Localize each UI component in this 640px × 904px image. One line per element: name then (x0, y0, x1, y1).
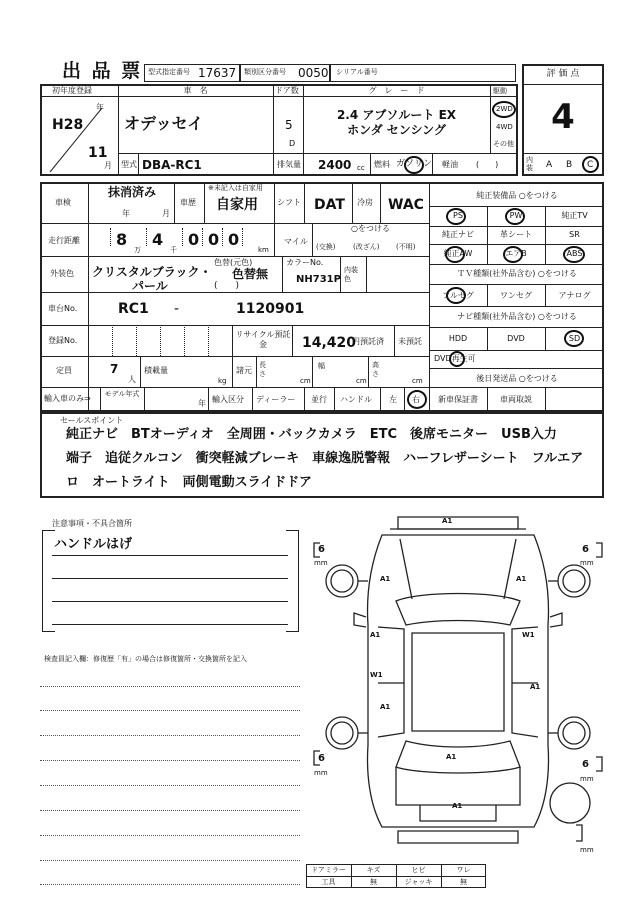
navi-title: ナビ種類(社外品含む) ○をつける (457, 312, 577, 321)
year-era: H28 (52, 117, 84, 133)
equip-airbag: エアB (505, 249, 527, 258)
color-value-line2: パール (132, 279, 168, 293)
equip-ps-circle (446, 208, 466, 225)
mileage-exchange: (交換) (316, 243, 336, 251)
fuel-gasoline-circle (404, 156, 424, 174)
navi-sd: SD (568, 334, 581, 343)
mark-trunk: A1 (446, 753, 457, 761)
model-code-label: 型式指定番号 (148, 68, 190, 76)
equip-navi: 純正ナビ (442, 230, 474, 239)
sales-points-line3: ロ オートライト 両側電動スライドドア (66, 475, 312, 490)
tread-front-left: 6 (318, 544, 325, 555)
mark-front-left-fender: A1 (380, 575, 391, 583)
equip-tv: 純正TV (561, 211, 588, 220)
fuel-label: 燃料 (374, 160, 390, 169)
dealer-label: ディーラー (256, 395, 296, 404)
car-name-value: オデッセイ (124, 114, 204, 133)
tread-rear-left: 6 (318, 753, 325, 764)
tread-front-right: 6 (582, 544, 589, 555)
footer-value-tools: 工具 (321, 878, 336, 886)
year-suffix: 年 (96, 103, 104, 112)
shift-label: シフト (277, 198, 301, 207)
serial-label: シリアル番号 (336, 68, 378, 76)
model-year-unit: 年 (198, 399, 206, 408)
right-label: 右 (412, 395, 420, 404)
recycle-value: 14,420 (302, 335, 357, 351)
equip-pw: PW (509, 211, 523, 220)
interior-color-label: 内装色 (344, 266, 358, 283)
mileage-digit-3: 0 (188, 230, 200, 249)
drive-4wd: 4WD (496, 123, 513, 131)
recycle-label: リサイクル預託金 (235, 330, 291, 349)
doors-label: ドア数 (275, 86, 299, 95)
fuel-value: ガソリン (396, 159, 433, 169)
dvd-playable: DVD再生可 (434, 354, 476, 363)
type-label: 型式 (121, 160, 137, 169)
right-handle-circle (407, 390, 427, 409)
interior-c-circle (582, 156, 599, 173)
mile-label: マイル (284, 237, 308, 246)
month-suffix: 月 (104, 161, 112, 170)
tv-title: ＴＶ種類(社外品含む) ○をつける (457, 269, 577, 278)
sales-points-label: セールスポイント (60, 416, 124, 425)
mileage-sen-unit: 千 (170, 246, 177, 254)
length-unit: cm (300, 377, 311, 385)
color-change-value: 色替無 (232, 267, 269, 281)
grade-line2: ホンダ センシング (347, 123, 446, 137)
chassis-label: 車台No. (48, 304, 78, 313)
equip-sr: SR (569, 230, 580, 239)
tread-spare-unit: mm (580, 846, 594, 854)
shaken-label: 車検 (55, 198, 71, 207)
shaken-month-unit: 月 (162, 209, 170, 218)
equip-ps: PS (453, 211, 463, 220)
diesel-label: 軽油 (442, 160, 458, 169)
displacement-label: 排気量 (277, 160, 301, 169)
mileage-modified: (改ざん) (353, 243, 380, 251)
class-code-value: 0050 (298, 66, 329, 80)
mark-right-front-door: W1 (522, 631, 535, 639)
score-value: 4 (551, 97, 575, 137)
footer-header-crack: ヒビ (411, 866, 426, 874)
height-unit: cm (412, 377, 423, 385)
footer-value-tools-status: 無 (370, 878, 377, 886)
interior-label: 内装 (526, 156, 533, 172)
capacity-label: 定員 (56, 366, 72, 375)
handle-label: ハンドル (340, 395, 372, 404)
color-value-line1: クリスタルブラック・ (92, 265, 212, 279)
model-code-value: 17637 (198, 66, 237, 80)
mileage-circle-note: ○をつける (351, 224, 390, 233)
mark-left-front-door: A1 (370, 631, 381, 639)
length-label: 長さ (259, 361, 266, 378)
doors-unit: D (289, 139, 296, 148)
color-change-paren: ( ) (214, 281, 240, 291)
drive-2wd-circle (492, 101, 516, 118)
tread-rear-right: 6 (582, 759, 589, 770)
score-label: 評 価 点 (546, 69, 580, 79)
mileage-unknown: (不明) (396, 243, 416, 251)
notes-label: 注意事項・不具合箇所 (52, 519, 132, 528)
navi-sd-circle (564, 330, 584, 347)
tv-fullseg-circle (446, 287, 466, 304)
parallel-label: 並行 (311, 395, 327, 404)
fuel-paren: ( ) (476, 160, 499, 169)
mark-left-rear-door: W1 (370, 671, 383, 679)
import-type-label: 輸入区分 (212, 395, 244, 404)
mileage-digit-1: 8 (116, 230, 128, 249)
inspector-label: 検査員記入欄：修復歴「有」の場合は修復箇所・交換箇所を記入 (44, 655, 247, 663)
tread-front-right-unit: mm (580, 559, 594, 567)
recycle-unpaid: 未預託 (398, 337, 422, 346)
chassis-dash: - (174, 301, 180, 317)
equip-leather: 革シート (500, 230, 532, 239)
tread-rear-right-unit: mm (580, 775, 594, 783)
mark-front-bumper: A1 (442, 517, 453, 525)
color-code-label: カラーNo. (286, 258, 324, 267)
capacity-unit: 人 (128, 375, 136, 384)
color-code-value: NH731P (296, 274, 341, 285)
navi-dvd: DVD (507, 334, 525, 343)
footer-header-mirror: ドアミラー (311, 866, 346, 874)
notes-right-bracket (286, 530, 299, 632)
later-manual: 車両取説 (500, 395, 532, 404)
mileage-km-unit: km (258, 246, 269, 254)
footer-value-jack: ジャッキ (404, 878, 433, 886)
drive-other: その他 (493, 140, 514, 148)
left-label: 左 (389, 395, 397, 404)
equip-pw-circle (505, 208, 525, 225)
load-label: 積載量 (144, 366, 168, 375)
mileage-digit-2: 4 (152, 230, 164, 249)
tv-fullseg: フルセグ (442, 291, 474, 300)
grade-label: グ レ ー ド (368, 86, 425, 95)
history-value: 自家用 (216, 197, 258, 213)
tread-front-left-unit: mm (314, 559, 328, 567)
mark-left-quarter: A1 (380, 703, 391, 711)
later-title: 後日発送品 ○をつける (476, 374, 558, 383)
drive-label: 駆動 (493, 87, 507, 95)
equip-abs: ABS (566, 249, 583, 258)
tv-oneseg: ワンセグ (500, 291, 532, 300)
model-year-label: モデル年式 (104, 390, 140, 398)
notes-line1: ハンドルはげ (54, 537, 133, 552)
recycle-paid: 円預託済 (352, 337, 384, 346)
color-label: 外装色 (50, 269, 74, 278)
mileage-man-unit: 万 (134, 246, 141, 254)
navi-hdd: HDD (448, 334, 468, 343)
load-kg-unit: kg (218, 377, 227, 385)
class-code-label: 類別区分番号 (244, 68, 286, 76)
interior-grade-c: C (587, 160, 594, 170)
shift-value: DAT (314, 197, 345, 213)
grade-line1: 2.4 アブソルート EX (336, 108, 457, 122)
footer-value-jack-status: 無 (460, 878, 467, 886)
form-title: 出 品 票 (62, 60, 143, 82)
history-label: 車歴 (180, 198, 196, 207)
height-label: 高さ (372, 361, 379, 378)
interior-grade-b: B (566, 160, 573, 170)
dvd-playable-circle (449, 351, 465, 367)
displacement-value: 2400 (318, 158, 352, 172)
mark-rear-bumper: A1 (452, 802, 463, 810)
ac-value: WAC (388, 197, 424, 213)
month-value: 11 (88, 145, 108, 161)
ac-label: 冷房 (357, 198, 373, 207)
dims-label: 諸元 (236, 366, 252, 375)
sales-points-line2: 端子 追従クルコン 衝突軽減ブレーキ 車線逸脱警報 ハーフレザーシート フルエア (66, 451, 584, 466)
equip-airbag-circle (503, 246, 523, 263)
width-unit: cm (356, 377, 367, 385)
car-name-label: 車 名 (183, 86, 208, 95)
shaken-year-unit: 年 (122, 209, 130, 218)
doors-value: 5 (285, 118, 293, 132)
displacement-unit: cc (357, 164, 365, 172)
first-reg-label: 初年度登録 (52, 86, 92, 95)
equip-abs-circle (563, 246, 585, 263)
mark-front-right-fender: A1 (516, 575, 527, 583)
mileage-digit-5: 0 (228, 230, 240, 249)
tv-analog: アナログ (558, 291, 591, 300)
history-note: ※未記入は自家用 (208, 184, 263, 192)
tread-rear-left-unit: mm (314, 769, 328, 777)
equipment-title: 純正装備品 ○をつける (476, 191, 558, 200)
later-warranty: 新車保証書 (438, 395, 478, 404)
type-value: DBA-RC1 (142, 158, 202, 172)
color-change-label: 色替(元色) (214, 258, 253, 267)
capacity-value: 7 (110, 362, 119, 376)
equip-aw-circle (445, 246, 465, 263)
shaken-value: 抹消済み (108, 185, 157, 199)
mileage-digit-4: 0 (208, 230, 220, 249)
drive-2wd: 2WD (496, 105, 513, 113)
footer-header-break: ワレ (456, 866, 471, 874)
interior-grade-a: A (546, 160, 553, 170)
chassis-prefix: RC1 (118, 301, 149, 317)
sales-points-line1: 純正ナビ BTオーディオ 全周囲・バックカメラ ETC 後席モニター USB入力 (66, 427, 557, 442)
mark-right-rear-door: A1 (530, 683, 541, 691)
footer-header-scratch: キズ (366, 866, 381, 874)
reg-no-label: 登録No. (48, 336, 78, 345)
width-label: 幅 (318, 362, 325, 370)
mileage-label: 走行距離 (48, 236, 80, 245)
chassis-number: 1120901 (236, 301, 305, 317)
equip-aw: 純正AW (443, 249, 473, 258)
import-label: 輸入車のみ⇒ (44, 394, 91, 403)
